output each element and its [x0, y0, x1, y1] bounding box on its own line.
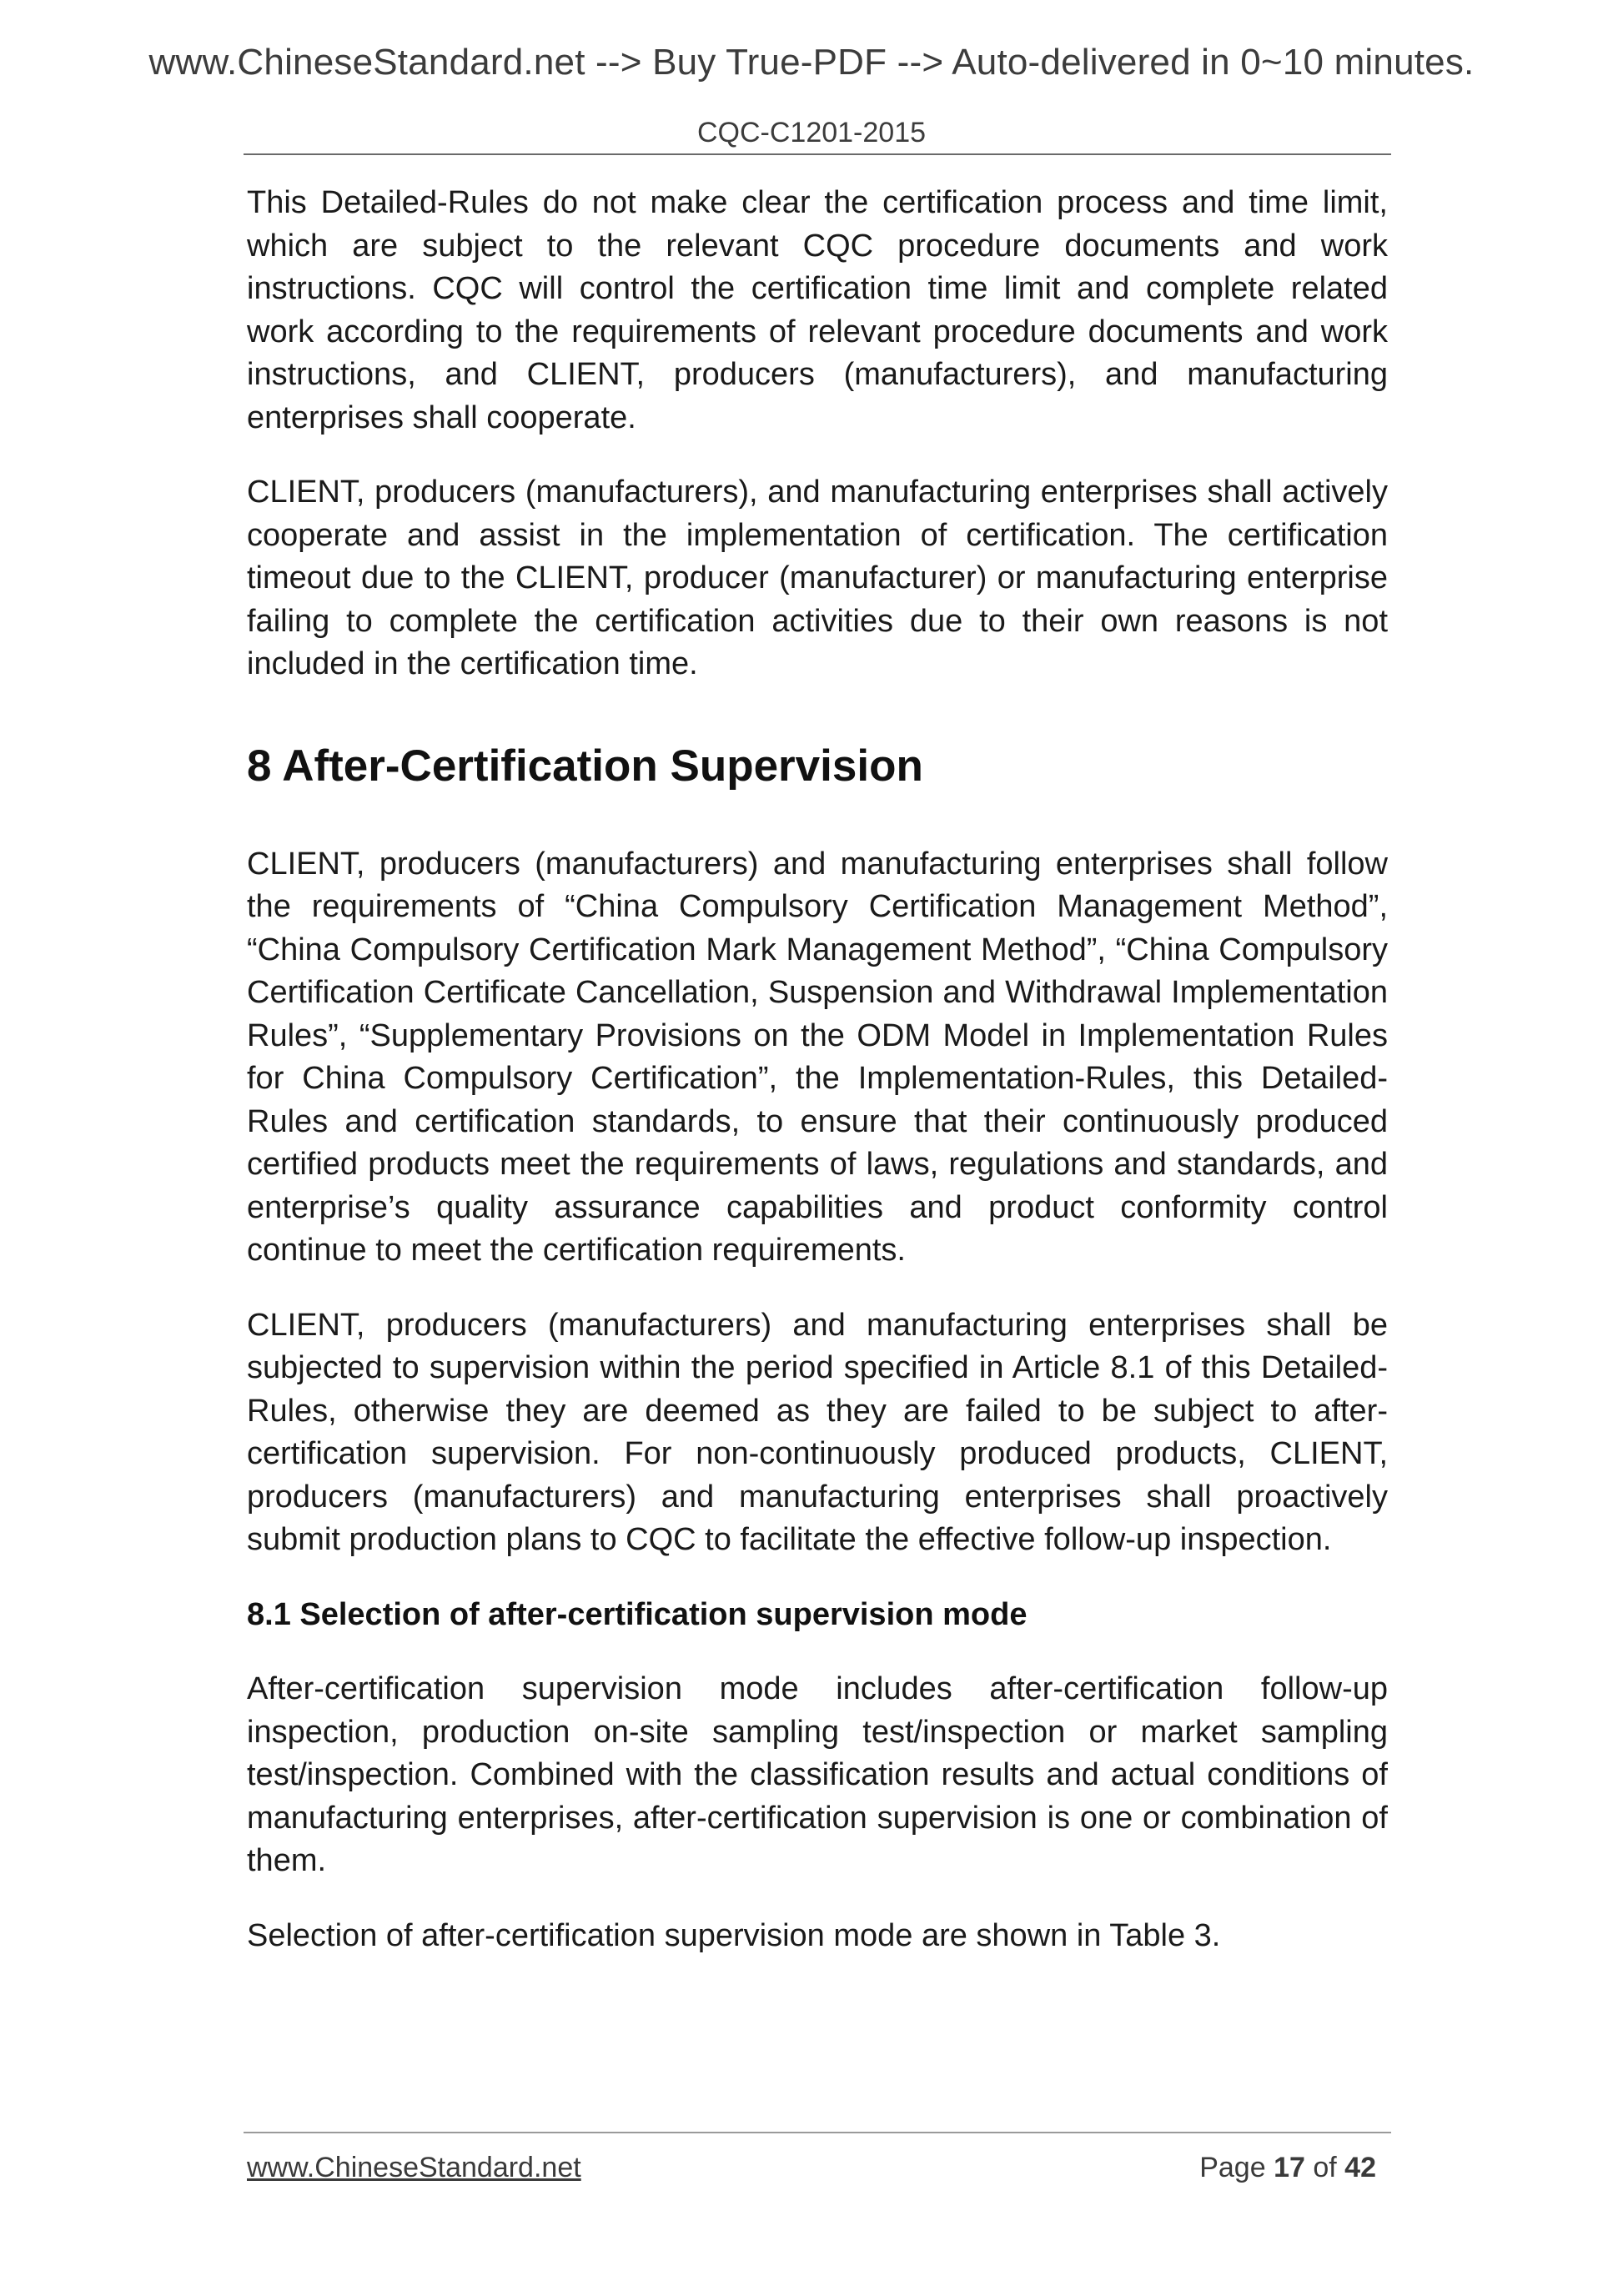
footer-website-link[interactable]: www.ChineseStandard.net: [247, 2152, 581, 2183]
page-indicator: [1199, 2152, 1376, 2184]
paragraph-supervision-mode: After-certification supervision mode includes after-certification follow-up inspection, production on-site sampling test/inspection or market sampling test/inspection. Combined with the classification results and actual conditions of manufacturing enterprises, after-certification supervision is one or combination of them.: [247, 1671, 1388, 1878]
page-word: Page: [1199, 2152, 1266, 2183]
footer-divider: [244, 2132, 1391, 2133]
header-divider: [244, 153, 1391, 155]
of-word: of: [1313, 2152, 1337, 2183]
paragraph-client-cooperation: CLIENT, producers (manufacturers), and manufacturing enterprises shall actively cooperate and assist in the implementation of certification. The certification timeout due to the CLIENT, producer (manufacturer) or manufacturing enterprise failing to complete the certification activities due to their own reasons is not included in the certification time.: [247, 475, 1388, 681]
total-pages: 42: [1344, 2152, 1376, 2183]
page-number: 17: [1274, 2152, 1305, 2183]
subsection-heading: 8.1 Selection of after-certification supervision mode: [247, 1596, 1028, 1632]
document-code: CQC-C1201-2015: [696, 117, 927, 148]
page-content: [247, 182, 1388, 1989]
paragraph-certification-time-limit: This Detailed-Rules do not make clear the certification process and time limit, which are subject to the relevant CQC procedure documents and work instructions. CQC will control the certification time limit and complete related work according to the requirements of relevant procedure documents and work instructions, and CLIENT, producers (manufacturers), and manufacturing enterprises shall cooperate.: [247, 185, 1388, 435]
section-heading: 8 After-Certification Supervision: [247, 741, 923, 791]
paragraph-table-reference: Selection of after-certification supervision mode are shown in Table 3.: [247, 1917, 1221, 1953]
paragraph-supervision-requirements: CLIENT, producers (manufacturers) and manufacturing enterprises shall follow the requirements of “China Compulsory Certification Management Method”, “China Compulsory Certification Mark Management Method”, “China Compulsory Certification Certificate Cancellation, Suspension and Withdrawal Implementation Rules”, “Supplementary Provisions on the ODM Model in Implementation Rules for China Compulsory Certification”, the Implementation-Rules, this Detailed-Rules and certification standards, to ensure that their continuously produced certified products meet the requirements of laws, regulations and standards, and enterprise’s quality assurance capabilities and product conformity control continue to meet the certification requirements.: [247, 846, 1388, 1268]
header-banner: www.ChineseStandard.net --> Buy True-PDF --> Auto-delivered in 0~10 minutes.: [148, 42, 1475, 83]
paragraph-supervision-period: CLIENT, producers (manufacturers) and manufacturing enterprises shall be subjected to supervision within the period specified in Article 8.1 of this Detailed-Rules, otherwise they are deemed as they are failed to be subject to after-certification supervision. For non-continuously produced products, CLIENT, producers (manufacturers) and manufacturing enterprises shall proactively submit production plans to CQC to facilitate the effective follow-up inspection.: [247, 1307, 1388, 1557]
